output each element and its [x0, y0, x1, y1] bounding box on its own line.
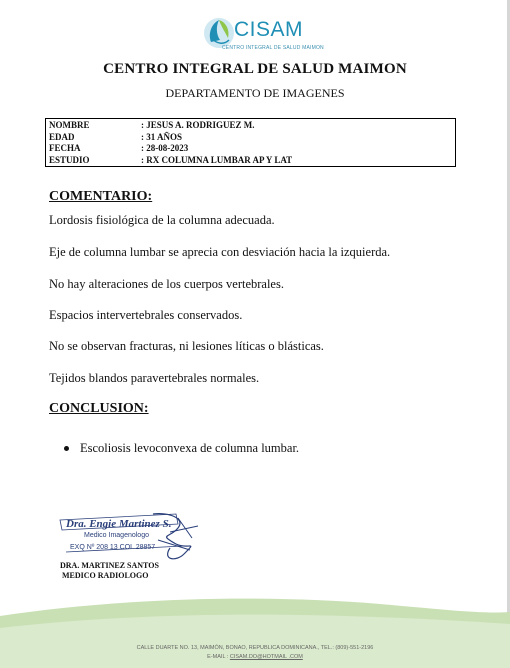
- edad-label: EDAD: [49, 131, 75, 142]
- comentario-heading: COMENTARIO:: [49, 189, 153, 204]
- footer-email-prefix: E-MAIL :: [207, 654, 230, 660]
- page-title: CENTRO INTEGRAL DE SALUD MAIMON: [103, 61, 407, 77]
- conclusion-heading: CONCLUSION:: [49, 401, 149, 416]
- stamp-doctor-name: Dra. Engie Martinez S.: [66, 518, 172, 530]
- comentario-line: Tejidos blandos paravertebrales normales.: [49, 371, 260, 385]
- patient-row-fecha: [49, 143, 455, 155]
- signature-title: MEDICO RADIOLOGO: [62, 571, 149, 580]
- cisam-logo: [192, 12, 322, 56]
- doctor-stamp: [58, 510, 208, 568]
- footer-address: CALLE DUARTE NO. 13, MAIMÓN, BONAO, REPUBLICA DOMINICANA., TEL.: (809)-551-2196: [136, 645, 374, 651]
- comentario-line: Lordosis fisiológica de la columna adecuada.: [49, 213, 275, 227]
- footer-email-link[interactable]: CISAM.DO@HOTMAIL .COM: [229, 654, 303, 660]
- conclusion-item: Escoliosis levoconvexa de columna lumbar.: [80, 441, 300, 455]
- signature-name: DRA. MARTINEZ SANTOS: [60, 561, 159, 570]
- patient-row-nombre: [49, 120, 455, 132]
- comentario-line: No hay alteraciones de los cuerpos vertebrales.: [49, 277, 284, 291]
- footer-email-line: [0, 654, 510, 660]
- comentario-line: No se observan fracturas, ni lesiones líticas o blásticas.: [49, 339, 324, 353]
- logo-subtitle: CENTRO INTEGRAL DE SALUD MAIMON: [222, 45, 324, 51]
- bullet-icon: [64, 446, 69, 451]
- stamp-registration: EXQ Nº 208 13 COL 28857: [70, 544, 156, 551]
- patient-row-estudio: [49, 155, 455, 167]
- comentario-line: Eje de columna lumbar se aprecia con desviación hacia la izquierda.: [49, 245, 391, 259]
- patient-row-edad: [49, 132, 455, 144]
- patient-info-box: [45, 118, 456, 167]
- logo-wordmark: CISAM: [234, 18, 304, 41]
- stamp-specialty: Medico Imagenologo: [84, 532, 149, 539]
- nombre-label: NOMBRE: [49, 120, 90, 130]
- edad-value: : 31 AÑOS: [141, 131, 183, 142]
- estudio-value: : RX COLUMNA LUMBAR AP Y LAT: [141, 154, 293, 165]
- fecha-value: : 28-08-2023: [141, 143, 189, 153]
- department-name: DEPARTAMENTO DE IMAGENES: [165, 86, 345, 100]
- nombre-value: : JESUS A. RODRIGUEZ M.: [141, 120, 255, 130]
- comentario-line: Espacios intervertebrales conservados.: [49, 308, 243, 322]
- estudio-label: ESTUDIO: [49, 154, 90, 165]
- fecha-label: FECHA: [49, 143, 81, 153]
